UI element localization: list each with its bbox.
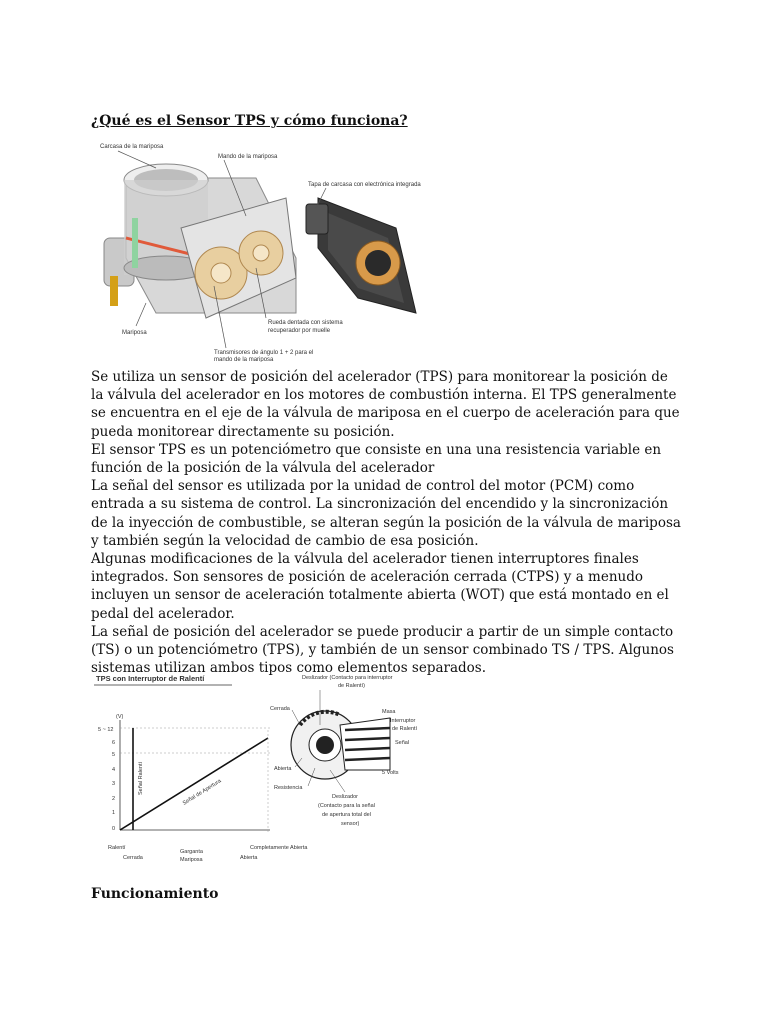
- paragraph: El sensor TPS es un potenciómetro que consiste en una una resistencia variable en función de la posición de la válvula del acelerador: [91, 441, 662, 477]
- paragraph: Algunas modificaciones de la válvula del acelerador tienen interruptores finales integrados. Son sensores de posición de aceleración cerrada (CTPS) y a menudo incluyen un sensor de aceleración totalmente abierta (WOT) que está montado en el pedal del acelerador.: [91, 551, 669, 622]
- label-interruptor-2: de Ralentí: [392, 726, 418, 732]
- tps-diagram: [90, 670, 426, 866]
- label-deslizador-top: Deslizador (Contacto para interruptor: [302, 675, 393, 681]
- label-5-volts: 5 Volts: [382, 770, 399, 776]
- label-transmisores-2: mando de la mariposa: [214, 357, 274, 362]
- label-masa: Masa: [382, 709, 396, 715]
- label-deslizador-top-2: de Ralentí): [338, 683, 365, 689]
- article-body: [91, 368, 681, 677]
- label-senal-ralenti: Señal Ralentí: [138, 761, 144, 795]
- y-tick: 0: [112, 826, 116, 832]
- y-tick: 4: [112, 767, 116, 773]
- label-senal: Señal: [395, 740, 410, 746]
- label-deslizador-bottom-3: de apertura total del: [322, 812, 371, 818]
- label-resistencia: Resistencia: [274, 785, 303, 791]
- label-deslizador-bottom-4: sensor): [341, 821, 360, 827]
- paragraph: Se utiliza un sensor de posición del acelerador (TPS) para monitorear la posición de la válvula del acelerador en los motores de combustión interna. El TPS generalmente se encuentra en el eje de la válvula de mariposa en el cuerpo de aceleración para que pueda monitorear directamente su posición.: [91, 369, 680, 440]
- label-rueda-1: Rueda dentada con sistema: [268, 320, 343, 326]
- label-deslizador-bottom: Deslizador: [332, 794, 358, 800]
- y-tick: 2: [112, 796, 116, 802]
- label-rueda-2: recuperador por muelle: [268, 328, 331, 334]
- label-interruptor: Interruptor: [390, 718, 416, 724]
- label-carcasa: Carcasa de la mariposa: [100, 144, 164, 150]
- label-cerrada: Cerrada: [270, 706, 290, 712]
- label-mariposa: Mariposa: [122, 330, 147, 336]
- y-tick: 5 ~ 12: [98, 727, 114, 733]
- x-label-mariposa: Mariposa: [180, 857, 203, 863]
- y-tick: 3: [112, 781, 116, 787]
- section-title: Funcionamiento: [91, 886, 219, 902]
- diagram-title: TPS con Interruptor de Ralentí: [96, 674, 205, 683]
- label-senal-apertura: Señal de Apertura: [181, 778, 223, 807]
- label-mando: Mando de la mariposa: [218, 154, 278, 160]
- x-label-cerrada: Cerrada: [123, 855, 143, 861]
- y-tick: 1: [112, 810, 116, 816]
- page-title: ¿Qué es el Sensor TPS y cómo funciona?: [91, 113, 408, 129]
- y-tick: 6: [112, 740, 116, 746]
- label-abierta: Abierta: [274, 766, 292, 772]
- y-tick: 5: [112, 752, 116, 758]
- paragraph: La señal de posición del acelerador se puede producir a partir de un simple contacto (TS) o un potenciómetro (TPS), y también de un sensor combinado TS / TPS. Algunos sistemas utilizan ambos tipos como elementos separados.: [91, 623, 674, 677]
- y-unit: (V): [116, 714, 124, 720]
- throttle-body-illustration: [96, 138, 456, 362]
- x-label-ralenti: Ralentí: [108, 845, 126, 851]
- x-label-completa: Completamente Abierta: [250, 845, 308, 851]
- label-transmisores-1: Transmisores de ángulo 1 + 2 para el: [214, 350, 314, 356]
- paragraph: La señal del sensor es utilizada por la unidad de control del motor (PCM) como entrada a su sistema de control. La sincronización del encendido y la sincronización de la inyección de combustible, se alteran según la posición de la válvula de mariposa y también según la velocidad de cambio de esa posición.: [91, 478, 681, 549]
- label-deslizador-bottom-2: (Contacto para la señal: [318, 803, 375, 809]
- x-label-garganta: Garganta: [180, 849, 203, 855]
- x-label-abierta: Abierta: [240, 855, 258, 861]
- label-tapa: Tapa de carcasa con electrónica integrada: [308, 182, 421, 188]
